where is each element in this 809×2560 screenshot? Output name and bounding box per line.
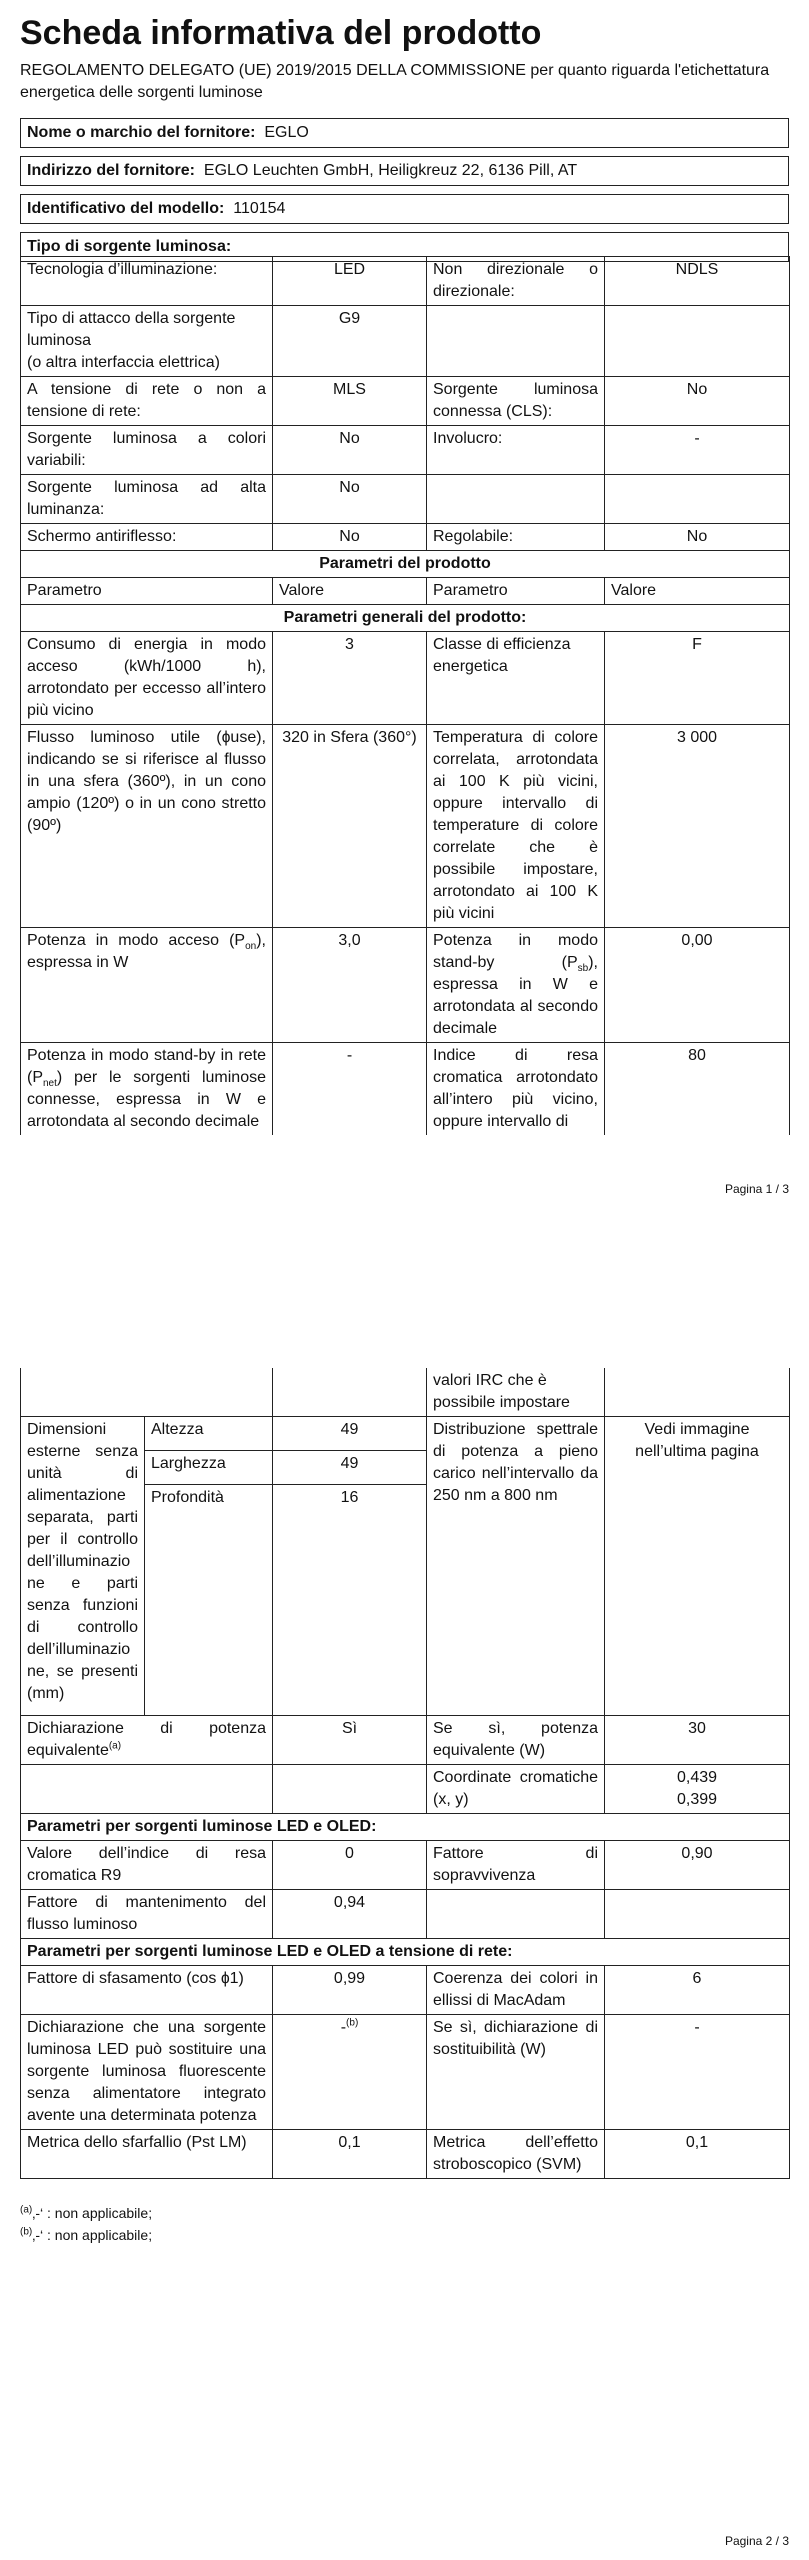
depth-label: Profondità	[145, 1485, 273, 1716]
supplier-name-label: Nome o marchio del fornitore:	[27, 124, 256, 141]
led-params-heading: Parametri per sorgenti luminose LED e OLED:	[21, 1814, 790, 1841]
table-row	[21, 725, 790, 928]
depth-value: 16	[273, 1485, 427, 1716]
empty-cell	[21, 1765, 273, 1814]
glare-value: No	[273, 524, 427, 551]
cls-label: Sorgente luminosa connessa (CLS):	[427, 377, 605, 426]
class-value: F	[605, 632, 790, 725]
cri-value: 80	[605, 1043, 790, 1136]
table-row	[21, 2015, 790, 2130]
product-params-heading: Parametri del prodotto	[21, 551, 790, 578]
table-row	[21, 475, 790, 524]
r9-value: 0	[273, 1841, 427, 1890]
mains-value: MLS	[273, 377, 427, 426]
pnet-label: Potenza in modo stand-by in rete $(P_{net})$ per le sorgenti luminose connesse, espressa in W e arrotondata al secondo decimale	[21, 1043, 273, 1136]
empty-cell	[605, 475, 790, 524]
high-luminance-value: No	[273, 475, 427, 524]
svm-value: 0,1	[605, 2130, 790, 2179]
empty-cell	[605, 1890, 790, 1939]
high-luminance-label: Sorgente luminosa ad alta luminanza:	[21, 475, 273, 524]
table-row	[21, 1716, 790, 1765]
cri-label-part1: Indice di resa cromatica arrotondato all’intero più vicino, oppure intervallo di	[427, 1043, 605, 1136]
cap-value: G9	[273, 306, 427, 377]
svm-label: Metrica dell’effetto stroboscopico (SVM)	[427, 2130, 605, 2179]
dir-value: NDLS	[605, 257, 790, 306]
table-row	[21, 1841, 790, 1890]
table-row	[21, 1966, 790, 2015]
empty-cell	[273, 1765, 427, 1814]
width-label: Larghezza	[145, 1451, 273, 1485]
equivalent-power-value: 30	[605, 1716, 790, 1765]
supplier-name-value: EGLO	[264, 124, 309, 141]
flicker-value: 0,1	[273, 2130, 427, 2179]
table-row	[21, 578, 790, 605]
cap-label-cell	[21, 306, 273, 377]
energy-label: Consumo di energia in modo acceso (kWh/1000 h), arrotondato per eccesso all’intero più vicino	[21, 632, 273, 725]
envelope-label: Involucro:	[427, 426, 605, 475]
table-row	[21, 2130, 790, 2179]
colour-label: Sorgente luminosa a colori variabili:	[21, 426, 273, 475]
empty-cell	[21, 1368, 273, 1417]
tech-value: LED	[273, 257, 427, 306]
glare-label: Schermo antiriflesso:	[21, 524, 273, 551]
macadam-value: 6	[605, 1966, 790, 2015]
table-row	[21, 1939, 790, 1966]
colour-value: No	[273, 426, 427, 475]
dimmable-value: No	[605, 524, 790, 551]
empty-cell	[273, 1368, 427, 1417]
led-mains-heading: Parametri per sorgenti luminose LED e OLED a tensione di rete:	[21, 1939, 790, 1966]
empty-cell	[427, 475, 605, 524]
chroma-values	[605, 1765, 790, 1814]
tech-label: Tecnologia d’illuminazione:	[21, 257, 273, 306]
replacement-w-value: -	[605, 2015, 790, 2130]
general-params-heading: Parametri generali del prodotto:	[21, 605, 790, 632]
table-row	[21, 632, 790, 725]
footnote-a: $^{(a)}$‚-‘ : non applicabile;	[20, 2204, 153, 2221]
cap-label-2: (o altra interfaccia elettrica)	[27, 354, 220, 371]
chroma-y: 0,399	[676, 1791, 718, 1808]
empty-cell	[427, 306, 605, 377]
cct-value: 3 000	[605, 725, 790, 928]
page-title: Scheda informativa del prodotto	[20, 14, 542, 52]
flux-value: 320 in Sfera (360°)	[273, 725, 427, 928]
equivalent-power-label: Se sì, potenza equivalente (W)	[427, 1716, 605, 1765]
pon-label: Potenza in modo acceso $(P_{on})$, espressa in W	[21, 928, 273, 1043]
page-1	[0, 0, 809, 1218]
maintenance-label: Fattore di mantenimento del flusso luminoso	[21, 1890, 273, 1939]
table-row	[21, 1043, 790, 1136]
pon-value: 3,0	[273, 928, 427, 1043]
table-row	[21, 524, 790, 551]
empty-cell	[427, 1890, 605, 1939]
pnet-value: -	[273, 1043, 427, 1136]
params-table-continued	[20, 1368, 790, 2179]
col-param: Parametro	[427, 578, 605, 605]
width-value: 49	[273, 1451, 427, 1485]
equivalent-label: Dichiarazione di potenza equivalente$^{(a)}$	[21, 1716, 273, 1765]
chroma-x: 0,439	[676, 1769, 718, 1786]
table-row	[21, 1765, 790, 1814]
replacement-value: -$^{(b)}$	[273, 2015, 427, 2130]
replacement-w-label: Se sì, dichiarazione di sostituibilità (W)	[427, 2015, 605, 2130]
footnote-b: $^{(b)}$‚-‘ : non applicabile;	[20, 2226, 153, 2243]
empty-cell	[605, 1368, 790, 1417]
class-label: Classe di efficienza energetica	[427, 632, 605, 725]
height-label: Altezza	[145, 1417, 273, 1451]
supplier-address-row	[20, 156, 789, 186]
dimensions-label: Dimensioni esterne senza unità di alimentazione separata, parti per il controllo dell’illuminazione e parti senza funzioni di controllo dell’illuminazione, se presenti (mm)	[21, 1417, 145, 1716]
table-row	[21, 426, 790, 475]
power-factor-value: 0,99	[273, 1966, 427, 2015]
spd-value: Vedi immagine nell’ultima pagina	[605, 1417, 790, 1716]
replacement-label: Dichiarazione che una sorgente luminosa LED può sostituire una sorgente luminosa fluorescente senza alimentatore integrato avente una determinata potenza	[21, 2015, 273, 2130]
source-table	[20, 256, 790, 1135]
power-factor-label: Fattore di sfasamento (cos ɸ1)	[21, 1966, 273, 2015]
table-row	[21, 605, 790, 632]
cct-label: Temperatura di colore correlata, arrotondata ai 100 K più vicini, oppure intervallo di temperature di colore correlate che è possibile impostare, arrotondato ai 100 K più vicini	[427, 725, 605, 928]
footnotes	[20, 2202, 152, 2246]
table-row	[21, 551, 790, 578]
empty-cell	[605, 306, 790, 377]
survival-value: 0,90	[605, 1841, 790, 1890]
col-param: Parametro	[21, 578, 273, 605]
dir-label: Non direzionale o direzionale:	[427, 257, 605, 306]
dimmable-label: Regolabile:	[427, 524, 605, 551]
psb-label: Potenza in modo stand-by $(P_{sb})$, espressa in W e arrotondata al secondo decimale	[427, 928, 605, 1043]
supplier-name-row	[20, 118, 789, 148]
table-row	[21, 928, 790, 1043]
maintenance-value: 0,94	[273, 1890, 427, 1939]
col-value: Valore	[273, 578, 427, 605]
model-label: Identificativo del modello:	[27, 200, 225, 217]
supplier-address-label: Indirizzo del fornitore:	[27, 162, 195, 179]
chroma-label: Coordinate cromatiche (x, y)	[427, 1765, 605, 1814]
survival-label: Fattore di sopravvivenza	[427, 1841, 605, 1890]
supplier-info	[20, 118, 789, 262]
equivalent-value: Sì	[273, 1716, 427, 1765]
envelope-value: -	[605, 426, 790, 475]
table-row	[21, 306, 790, 377]
table-row	[21, 1890, 790, 1939]
spd-label: Distribuzione spettrale di potenza a pieno carico nell’intervallo da 250 nm a 800 nm	[427, 1417, 605, 1716]
page-number: Pagina 1 / 3	[724, 1182, 789, 1196]
table-row	[21, 1417, 790, 1451]
table-row	[21, 377, 790, 426]
flicker-label: Metrica dello sfarfallio (Pst LM)	[21, 2130, 273, 2179]
mains-label: A tensione di rete o non a tensione di rete:	[21, 377, 273, 426]
page-2	[0, 1340, 809, 2560]
cap-label: Tipo di attacco della sorgente luminosa	[27, 310, 236, 349]
supplier-address-value: EGLO Leuchten GmbH, Heiligkreuz 22, 6136 Pill, AT	[203, 162, 578, 179]
energy-value: 3	[273, 632, 427, 725]
table-row	[21, 1814, 790, 1841]
r9-label: Valore dell’indice di resa cromatica R9	[21, 1841, 273, 1890]
page-number: Pagina 2 / 3	[724, 2534, 789, 2548]
page-gap	[0, 1218, 809, 1340]
height-value: 49	[273, 1417, 427, 1451]
psb-value: 0,00	[605, 928, 790, 1043]
regulation-subtitle: REGOLAMENTO DELEGATO (UE) 2019/2015 DELLA COMMISSIONE per quanto riguarda l'etichettatura energetica delle sorgenti luminose	[20, 62, 770, 101]
flux-label: Flusso luminoso utile (ɸuse), indicando se si riferisce al flusso in una sfera (360º), in un cono ampio (120º) o in un cono stretto (90º)	[21, 725, 273, 928]
model-row	[20, 194, 789, 224]
cri-label-part2: valori IRC che è possibile impostare	[427, 1368, 605, 1417]
cls-value: No	[605, 377, 790, 426]
model-value: 110154	[233, 200, 286, 217]
macadam-label: Coerenza dei colori in ellissi di MacAdam	[427, 1966, 605, 2015]
col-value: Valore	[605, 578, 790, 605]
document-header	[20, 12, 789, 104]
source-type-label: Tipo di sorgente luminosa:	[27, 238, 232, 255]
table-row	[21, 257, 790, 306]
table-row	[21, 1368, 790, 1417]
